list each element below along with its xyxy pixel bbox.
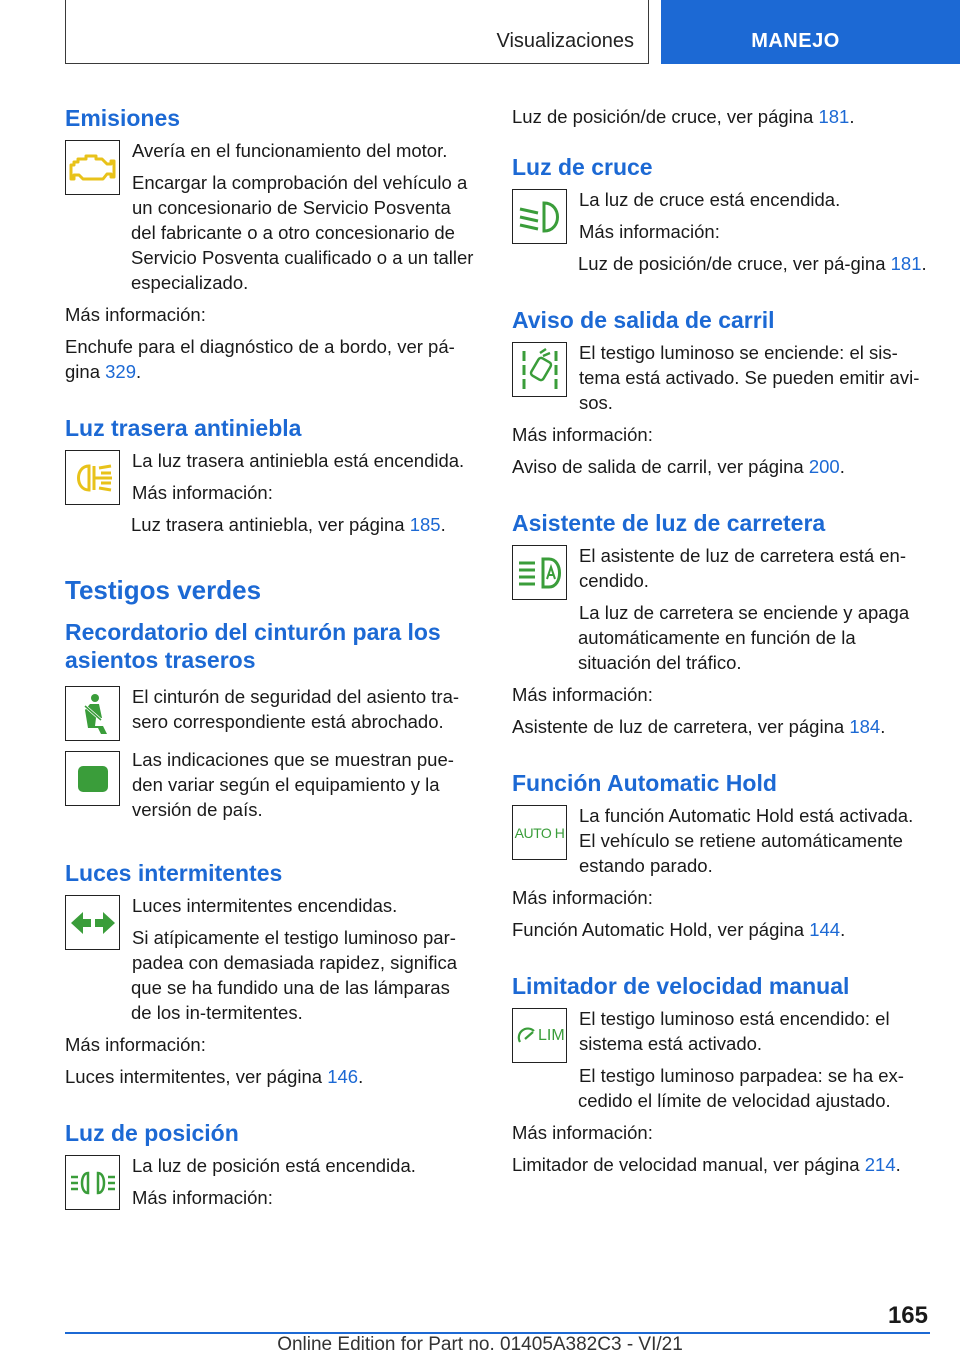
carril-ref-text: Aviso de salida de carril, ver página (512, 456, 809, 477)
cruce-ref: Luz de posición/de cruce, ver pá‐gina 181. (578, 253, 927, 274)
hold-text-1: La función Automatic Hold está activada. El vehículo se retiene automáticamente estando parado. (579, 805, 914, 876)
heading-cruce: Luz de cruce (512, 154, 653, 180)
seatbelt-icon (65, 686, 120, 741)
antiniebla-ref-text: Luz trasera antiniebla, ver página (131, 514, 410, 535)
cruce-more: Más información: (579, 221, 720, 242)
carretera-more: Más información: (512, 684, 653, 705)
heading-antiniebla: Luz trasera antiniebla (65, 415, 302, 441)
posicion-text-1: La luz de posición está encendida. (132, 1155, 416, 1176)
antiniebla-ref: Luz trasera antiniebla, ver página 185. (131, 514, 446, 535)
limitador-more: Más información: (512, 1122, 653, 1143)
posicion-ref-text: Luz de posición/de cruce, ver página (512, 106, 819, 127)
intermitentes-more: Más información: (65, 1034, 206, 1055)
heading-hold: Función Automatic Hold (512, 770, 777, 796)
carril-ref: Aviso de salida de carril, ver página 200. (512, 456, 845, 477)
carretera-ref-text: Asistente de luz de carretera, ver página (512, 716, 850, 737)
engine-warning-icon (65, 140, 120, 195)
emisiones-ref-text: Enchufe para el diagnóstico de a bordo, ver pá‐gina (65, 336, 455, 382)
cruce-text-1: La luz de cruce está encendida. (579, 189, 841, 210)
chapter-tab-label: MANEJO (751, 29, 840, 52)
page-link-181-b[interactable]: 181 (890, 253, 922, 274)
rear-fog-light-icon (65, 450, 120, 505)
antiniebla-more: Más información: (132, 482, 273, 503)
heading-testigos-verdes: Testigos verdes (65, 575, 262, 605)
speed-limiter-icon (512, 1008, 567, 1063)
cruce-ref-text: Luz de posición/de cruce, ver pá‐gina (578, 253, 891, 274)
lane-departure-icon (512, 342, 567, 397)
chapter-tab[interactable] (661, 0, 960, 64)
page-link-184[interactable]: 184 (849, 716, 881, 737)
heading-carril: Aviso de salida de carril (512, 307, 775, 333)
heading-cinturon: Recordatorio del cinturón para los asientos traseros (65, 619, 441, 673)
hold-more: Más información: (512, 887, 653, 908)
section-title: Visualizaciones (496, 30, 634, 52)
carretera-text-1: El asistente de luz de carretera está en‐cendido. (579, 545, 907, 591)
posicion-ref: Luz de posición/de cruce, ver página 181. (512, 106, 855, 127)
page-number: 165 (887, 1302, 928, 1329)
auto-hold-icon (512, 805, 567, 860)
heading-limitador: Limitador de velocidad manual (512, 973, 850, 999)
limitador-ref-text: Limitador de velocidad manual, ver página (512, 1154, 865, 1175)
carril-text-1: El testigo luminoso se enciende: el sis‐tema está activado. Se pueden emitir avi‐sos. (579, 342, 920, 413)
page-link-146[interactable]: 146 (327, 1066, 359, 1087)
auto-hold-icon-text: AUTO H (514, 824, 565, 841)
page-link-144[interactable]: 144 (809, 919, 841, 940)
posicion-more: Más información: (132, 1187, 273, 1208)
left-column (65, 100, 475, 1217)
footer-edition: Online Edition for Part no. 01405A382C3 - VI/21 (277, 1334, 683, 1355)
heading-carretera: Asistente de luz de carretera (512, 510, 826, 536)
limitador-text-2: El testigo luminoso parpadea: se ha ex‐cedido el límite de velocidad ajustado. (578, 1065, 904, 1111)
carretera-text-2: La luz de carretera se enciende y apaga automáticamente en función de la situación del tráfico. (578, 602, 910, 673)
cinturon-text-1: El cinturón de seguridad del asiento tra‐sero correspondiente está abrochado. (132, 686, 460, 732)
limitador-ref: Limitador de velocidad manual, ver página 214. (512, 1154, 901, 1175)
carretera-ref: Asistente de luz de carretera, ver página 184. (512, 716, 886, 737)
page-link-200[interactable]: 200 (808, 456, 840, 477)
low-beam-icon (512, 189, 567, 244)
limitador-text-1: El testigo luminoso está encendido: el sistema está activado. (579, 1008, 890, 1054)
intermitentes-text-1: Luces intermitentes encendidas. (132, 895, 398, 916)
hold-ref: Función Automatic Hold, ver página 144. (512, 919, 846, 940)
right-column (512, 100, 930, 1184)
carril-more: Más información: (512, 424, 653, 445)
heading-posicion: Luz de posición (65, 1120, 239, 1146)
emisiones-text-2: Encargar la comprobación del vehículo a un concesionario de Servicio Posventa del fabricante o a otro concesionario de Servicio Posventa cualificado o a un taller especializado. (131, 172, 474, 293)
page-link-329[interactable]: 329 (105, 361, 136, 382)
intermitentes-ref: Luces intermitentes, ver página 146. (65, 1066, 364, 1087)
header-frame (65, 0, 649, 64)
seat-occupied-icon (65, 751, 120, 806)
hold-ref-text: Función Automatic Hold, ver página (512, 919, 810, 940)
turn-signal-arrows-icon (65, 895, 120, 950)
cinturon-text-2: Las indicaciones que se muestran pue‐den variar según el equipamiento y la versión de país. (132, 749, 454, 820)
page-link-214[interactable]: 214 (864, 1154, 896, 1175)
emisiones-text-1: Avería en el funcionamiento del motor. (132, 140, 448, 161)
high-beam-assist-icon (512, 545, 567, 600)
emisiones-more: Más información: (65, 304, 206, 325)
antiniebla-text-1: La luz trasera antiniebla está encendida. (132, 450, 465, 471)
intermitentes-ref-text: Luces intermitentes, ver página (65, 1066, 328, 1087)
heading-emisiones: Emisiones (65, 105, 181, 131)
speed-limiter-icon-text: LIM (538, 1026, 565, 1044)
emisiones-ref: Enchufe para el diagnóstico de a bordo, ver pá‐gina 329. (65, 336, 455, 382)
intermitentes-text-2: Si atípicamente el testigo luminoso par‐padea con demasiada rapidez, significa que se ha fundido una de las lámparas de los in‐termitentes. (131, 927, 457, 1023)
heading-intermitentes: Luces intermitentes (65, 860, 283, 886)
page-link-185[interactable]: 185 (409, 514, 441, 535)
parking-light-icon (65, 1155, 120, 1210)
page-link-181[interactable]: 181 (818, 106, 850, 127)
